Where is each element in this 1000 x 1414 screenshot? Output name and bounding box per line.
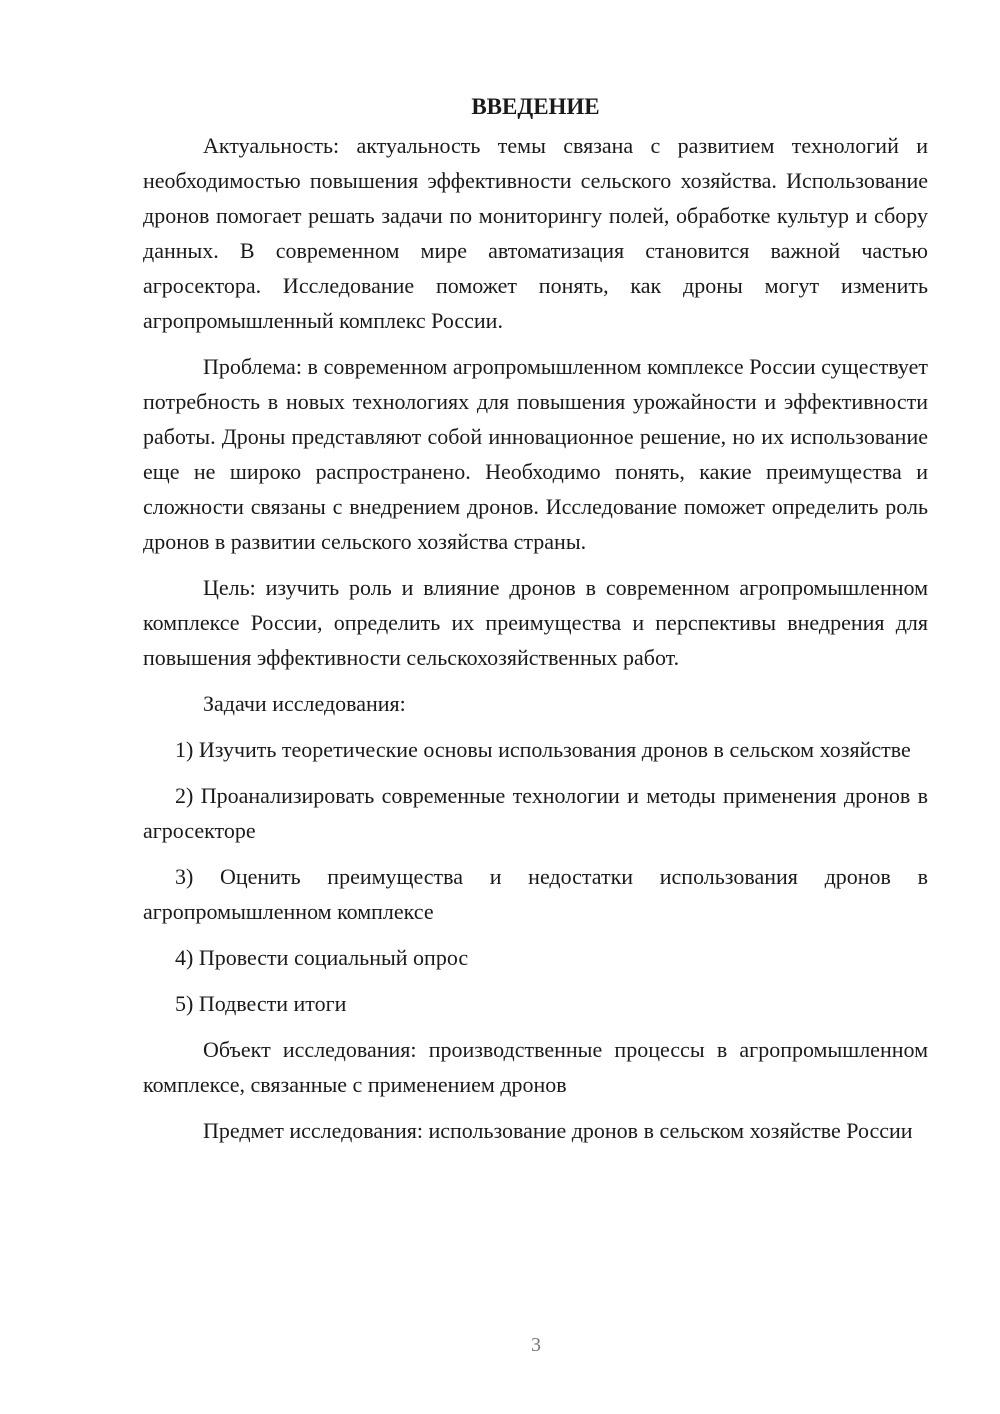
task-item: 2) Проанализировать современные технологии и методы применения дронов в агросекторе xyxy=(143,783,928,843)
document-page xyxy=(143,92,928,1159)
subject-paragraph: Предмет исследования: использование дронов в сельском хозяйстве России xyxy=(203,1118,913,1143)
object-paragraph: Объект исследования: производственные процессы в агропромышленном комплексе, связанные с применением дронов xyxy=(143,1037,928,1097)
page-number: 3 xyxy=(531,1334,541,1356)
task-item: 1) Изучить теоретические основы использования дронов в сельском хозяйстве xyxy=(175,737,911,762)
problem-paragraph: Проблема: в современном агропромышленном комплексе России существует потребность в новых технологиях для повышения урожайности и эффективности работы. Дроны представляют собой инновационное решение, но их использование еще не широко распространено. Необходимо понять, какие преимущества и сложности связаны с внедрением дронов. Исследование поможет определить роль дронов в развитии сельского хозяйства страны. xyxy=(143,354,928,554)
task-item: 4) Провести социальный опрос xyxy=(175,945,469,970)
section-heading: ВВЕДЕНИЕ xyxy=(471,94,600,119)
relevance-paragraph: Актуальность: актуальность темы связана с развитием технологий и необходимостью повышения эффективности сельского хозяйства. Использование дронов помогает решать задачи по мониторингу полей, обработке культур и сбору данных. В современном мире автоматизация становится важной частью агросектора. Исследование поможет понять, как дроны могут изменить агропромышленный комплекс России. xyxy=(143,133,928,333)
tasks-title: Задачи исследования: xyxy=(203,691,406,716)
task-item: 3) Оценить преимущества и недостатки использования дронов в агропромышленном комплексе xyxy=(143,864,928,924)
goal-paragraph: Цель: изучить роль и влияние дронов в современном агропромышленном комплексе России, определить их преимущества и перспективы внедрения для повышения эффективности сельскохозяйственных работ. xyxy=(143,575,928,670)
task-item: 5) Подвести итоги xyxy=(175,991,347,1016)
